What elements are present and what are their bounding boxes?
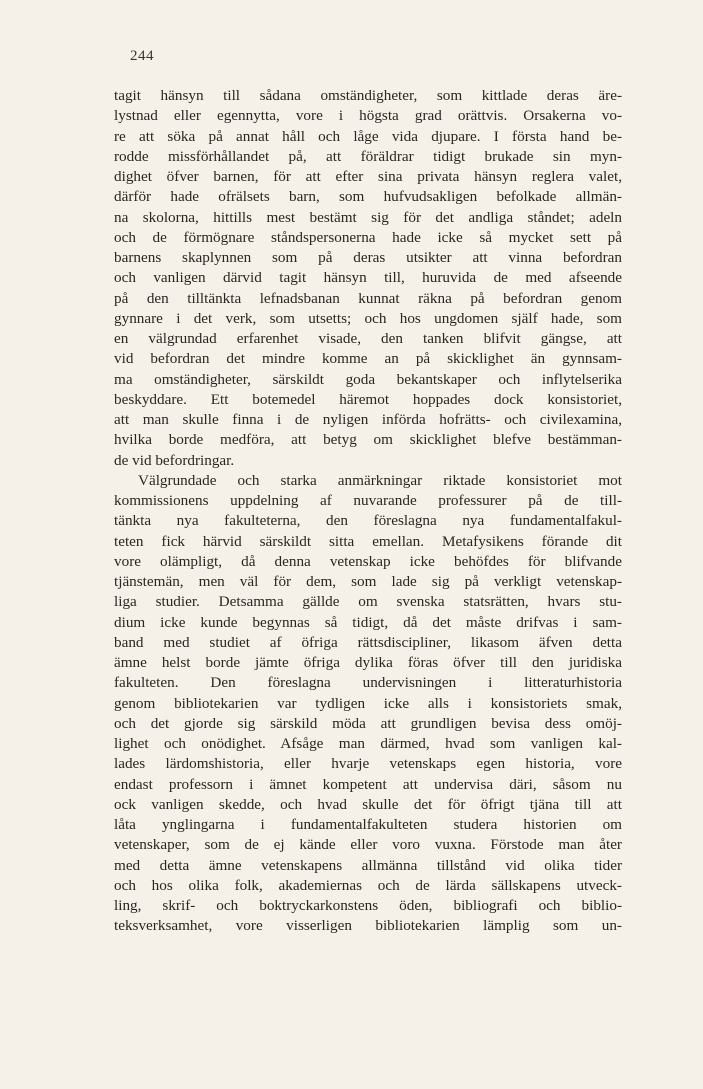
text-line: re att söka på annat håll och låge vida djupare. I första hand be- [114,127,622,145]
text-line: gynnare i det verk, som utsetts; och hos ungdomen själf hade, som [114,309,622,327]
text-line: teksverksamhet, vore visserligen bibliotekarien lämplig som un- [114,917,622,935]
text-line: ämne helst borde jämte öfriga dylika föras öfver till den juridiska [114,654,622,671]
text-line: på den tilltänkta lefnadsbanan kunnat räkna på befordran genom [114,289,622,307]
text-line: och det gjorde sig särskild möda att grundligen bevisa dess omöj- [114,714,622,732]
text-line: lades lärdomshistoria, eller hvarje vetenskaps egen historia, vore [114,755,622,773]
text-line: barnens skaplynnen som på deras utsikter att vinna befordran [114,249,622,266]
text-line: ma omständigheter, särskildt goda bekantskaper och inflytelserika [114,370,622,388]
text-line: att man skulle finna i de nyligen införda hofrätts- och civilexamina, [114,411,622,428]
text-line: en välgrundad erfarenhet visade, den tanken blifvit gängse, att [114,330,622,347]
text-line: rodde missförhållandet på, att föräldrar tidigt brukade sin myn- [114,147,622,165]
text-line: vetenskaper, som de ej kände eller voro vuxna. Förstode man åter [114,836,622,854]
text-line: hvilka borde medföra, att betyg om skicklighet blefve bestämman- [114,431,622,449]
text-line: beskyddare. Ett botemedel häremot hoppades dock konsistoriet, [114,390,622,408]
text-line: na skolorna, hittills mest bestämt sig för det andliga ståndet; adeln [114,208,622,226]
text-line: och vanligen därvid tagit hänsyn till, huruvida de med afseende [114,269,622,287]
text-line: band med studiet af öfriga rättsdiscipliner, likasom äfven detta [114,633,622,651]
text-line: teten fick härvid särskildt sitta emellan. Metafysikens förande dit [114,532,622,550]
text-line: och de förmögnare ståndspersonerna hade icke så mycket sett på [114,228,622,246]
text-line: de vid befordringar. [114,451,235,469]
text-line: liga studier. Detsamma gällde om svenska statsrätten, hvars stu- [114,593,622,611]
text-line: ock vanligen skedde, och hvad skulle det för öfrigt tjäna till att [114,795,622,813]
text-line: tagit hänsyn till sådana omständigheter, som kittlade deras äre- [114,87,622,104]
page-number: 244 [130,48,154,64]
text-line: lystnad eller egennytta, vore i högsta grad orättvis. Orsakerna vo- [114,107,622,125]
text-line: med detta ämne vetenskapens allmänna tillstånd vid olika tider [114,856,622,874]
text-line: lighet och onödighet. Afsåge man därmed, hvad som vanligen kal- [114,735,622,752]
text-line: därför hade ofrälsets barn, som hufvudsakligen befolkade allmän- [114,188,622,206]
text-line: vore olämpligt, då denna vetenskap icke behöfdes för blifvande [114,552,622,570]
text-line: Välgrundade och starka anmärkningar riktade konsistoriet mot [138,471,622,489]
text-line: vid befordran det mindre komme an på skicklighet än gynnsam- [114,350,622,368]
text-line: dium icke kunde begynnas så tidigt, då det måste drifvas i sam- [114,613,622,631]
text-line: kommissionens uppdelning af nuvarande professurer på de till- [114,492,622,509]
text-line: ling, skrif- och boktryckarkonstens öden, bibliografi och biblio- [114,897,622,914]
text-line: fakulteten. Den föreslagna undervisningen i litteraturhistoria [114,674,622,692]
text-line: och hos olika folk, akademiernas och de lärda sällskapens utveck- [114,876,622,894]
text-line: tänkta nya fakulteterna, den föreslagna nya fundamentalfakul- [114,512,622,530]
text-line: dighet öfver barnen, för att efter sina privata hänsyn reglera valet, [114,168,622,185]
text-line: låta ynglingarna i fundamentalfakulteten studera historien om [114,816,622,833]
body-text [114,86,622,937]
text-line: endast professorn i ämnet kompetent att undervisa däri, såsom nu [114,775,622,793]
text-line: genom bibliotekarien var tydligen icke alls i konsistoriets smak, [114,694,622,712]
text-line: tjänstemän, men väl för dem, som lade sig på verkligt vetenskap- [114,573,622,590]
